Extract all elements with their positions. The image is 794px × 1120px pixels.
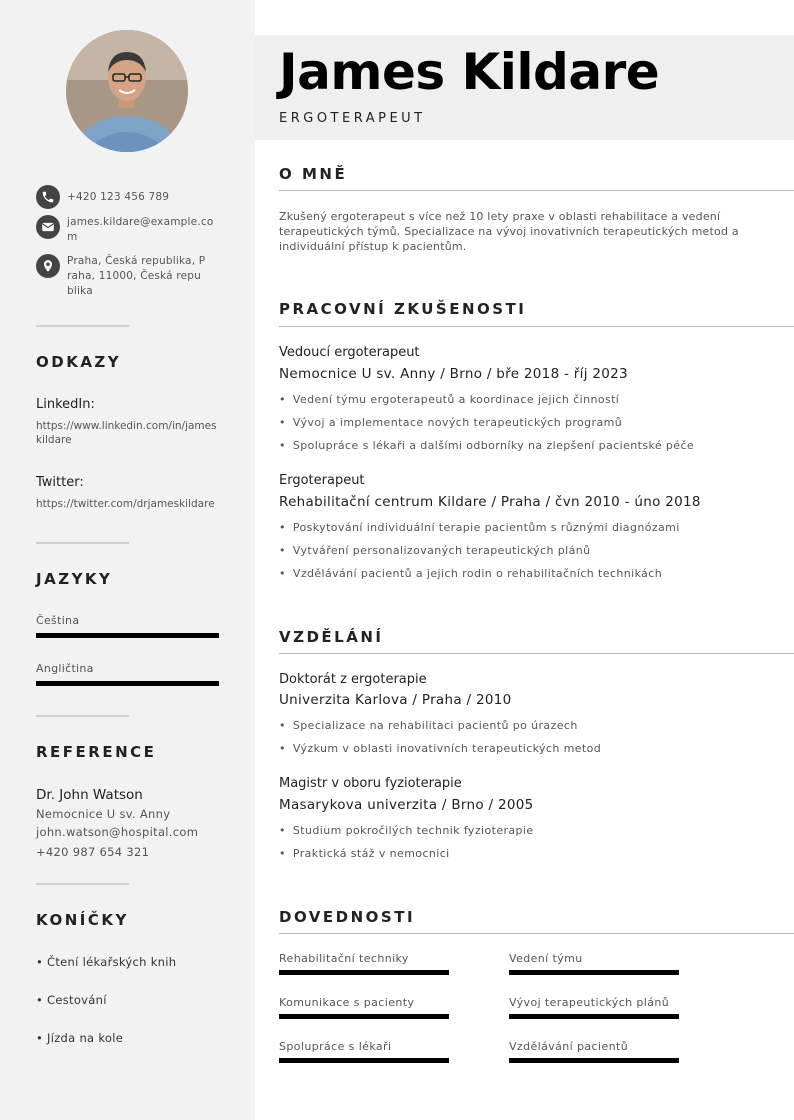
skill-name: Komunikace s pacienty [279,996,415,1009]
sidebar [0,0,255,1120]
about-text: Zkušený ergoterapeut s více než 10 lety praxe v oblasti rehabilitace a vedení terapeutických týmů. Specializace na vývoj inovativních terapeutických metod a individuální přístup k pacientům. [279,210,739,253]
references-heading: REFERENCE [36,743,157,761]
reference-phone: +420 987 654 321 [36,845,150,859]
languages-heading: JAZYKY [36,570,113,588]
job-title: Vedoucí ergoterapeut [279,345,420,360]
links-heading: ODKAZY [36,353,122,371]
phone-icon [36,185,60,209]
hobbies-heading: KONÍČKY [36,911,129,929]
header-band [255,35,794,140]
skill-name: Vzdělávání pacientů [509,1040,629,1053]
education-title: Magistr v oboru fyzioterapie [279,776,462,791]
education-heading: VZDĚLÁNÍ [279,628,384,646]
education-bullet: • Specializace na rehabilitaci pacientů po úrazech [279,719,578,732]
language-name: Čeština [36,614,80,627]
sidebar-divider [36,542,129,544]
email-text[interactable]: james.kildare@example.com [67,216,214,243]
experience-heading: PRACOVNÍ ZKUŠENOSTI [279,300,527,318]
education-bullet: • Výzkum v oblasti inovativních terapeutických metod [279,742,601,755]
job-bullet: • Vytváření personalizovaných terapeutických plánů [279,544,591,557]
sidebar-divider [36,715,129,717]
job-meta: Rehabilitační centrum Kildare / Praha / čvn 2010 - úno 2018 [279,494,701,510]
phone-text: +420 123 456 789 [67,191,170,203]
language-level-bar [36,681,219,686]
job-title: Ergoterapeut [279,473,365,488]
linkedin-label: LinkedIn: [36,397,95,412]
skill-level-bar [279,970,449,975]
twitter-label: Twitter: [36,475,84,490]
sidebar-divider [36,883,129,885]
sidebar-divider [36,325,129,327]
language-level-bar [36,633,219,638]
reference-email[interactable]: john.watson@hospital.com [36,825,199,839]
skills-heading: DOVEDNOSTI [279,908,416,926]
main-content [255,0,794,1120]
address-text: Praha, Česká republika, Praha, 11000, Česká republika [67,255,206,297]
language-name: Angličtina [36,662,94,675]
skill-name: Spolupráce s lékaři [279,1040,392,1053]
skill-level-bar [279,1058,449,1063]
skill-level-bar [509,1058,679,1063]
skill-level-bar [279,1014,449,1019]
education-bullet: • Praktická stáž v nemocnici [279,847,450,860]
reference-company: Nemocnice U sv. Anny [36,807,171,821]
skill-level-bar [509,1014,679,1019]
mail-icon [36,215,60,239]
full-name: James Kildare [279,43,660,101]
profile-photo [66,30,188,152]
skill-level-bar [509,970,679,975]
contact-phone [36,185,217,209]
skill-name: Vývoj terapeutických plánů [509,996,670,1009]
hobby-item: • Čtení lékařských knih [36,955,177,969]
section-divider [279,326,794,327]
job-bullet: • Vedení týmu ergoterapeutů a koordinace jejich činností [279,393,619,406]
about-heading: O MNĚ [279,165,348,183]
linkedin-link[interactable]: https://www.linkedin.com/in/jameskildare [36,420,217,446]
location-pin-icon [36,254,60,278]
education-bullet: • Studium pokročilých technik fyzioterapie [279,824,534,837]
education-meta: Masarykova univerzita / Brno / 2005 [279,797,534,813]
hobby-item: • Cestování [36,993,107,1007]
education-title: Doktorát z ergoterapie [279,672,427,687]
reference-name: Dr. John Watson [36,787,143,803]
twitter-link[interactable]: https://twitter.com/drjameskildare [36,498,215,510]
skill-name: Vedení týmu [509,952,583,965]
skill-name: Rehabilitační techniky [279,952,409,965]
section-divider [279,190,794,191]
contact-address [36,254,207,299]
hobby-item: • Jízda na kole [36,1031,124,1045]
education-meta: Univerzita Karlova / Praha / 2010 [279,692,512,708]
job-bullet: • Vývoj a implementace nových terapeutických programů [279,416,622,429]
contact-email [36,215,217,245]
section-divider [279,933,794,934]
job-bullet: • Poskytování individuální terapie pacientům s různými diagnózami [279,521,680,534]
section-divider [279,653,794,654]
job-bullet: • Spolupráce s lékaři a dalšími odborníky na zlepšení pacientské péče [279,439,694,452]
job-bullet: • Vzdělávání pacientů a jejich rodin o rehabilitačních technikách [279,567,662,580]
job-meta: Nemocnice U sv. Anny / Brno / bře 2018 - říj 2023 [279,366,628,382]
job-role: ERGOTERAPEUT [279,111,426,126]
